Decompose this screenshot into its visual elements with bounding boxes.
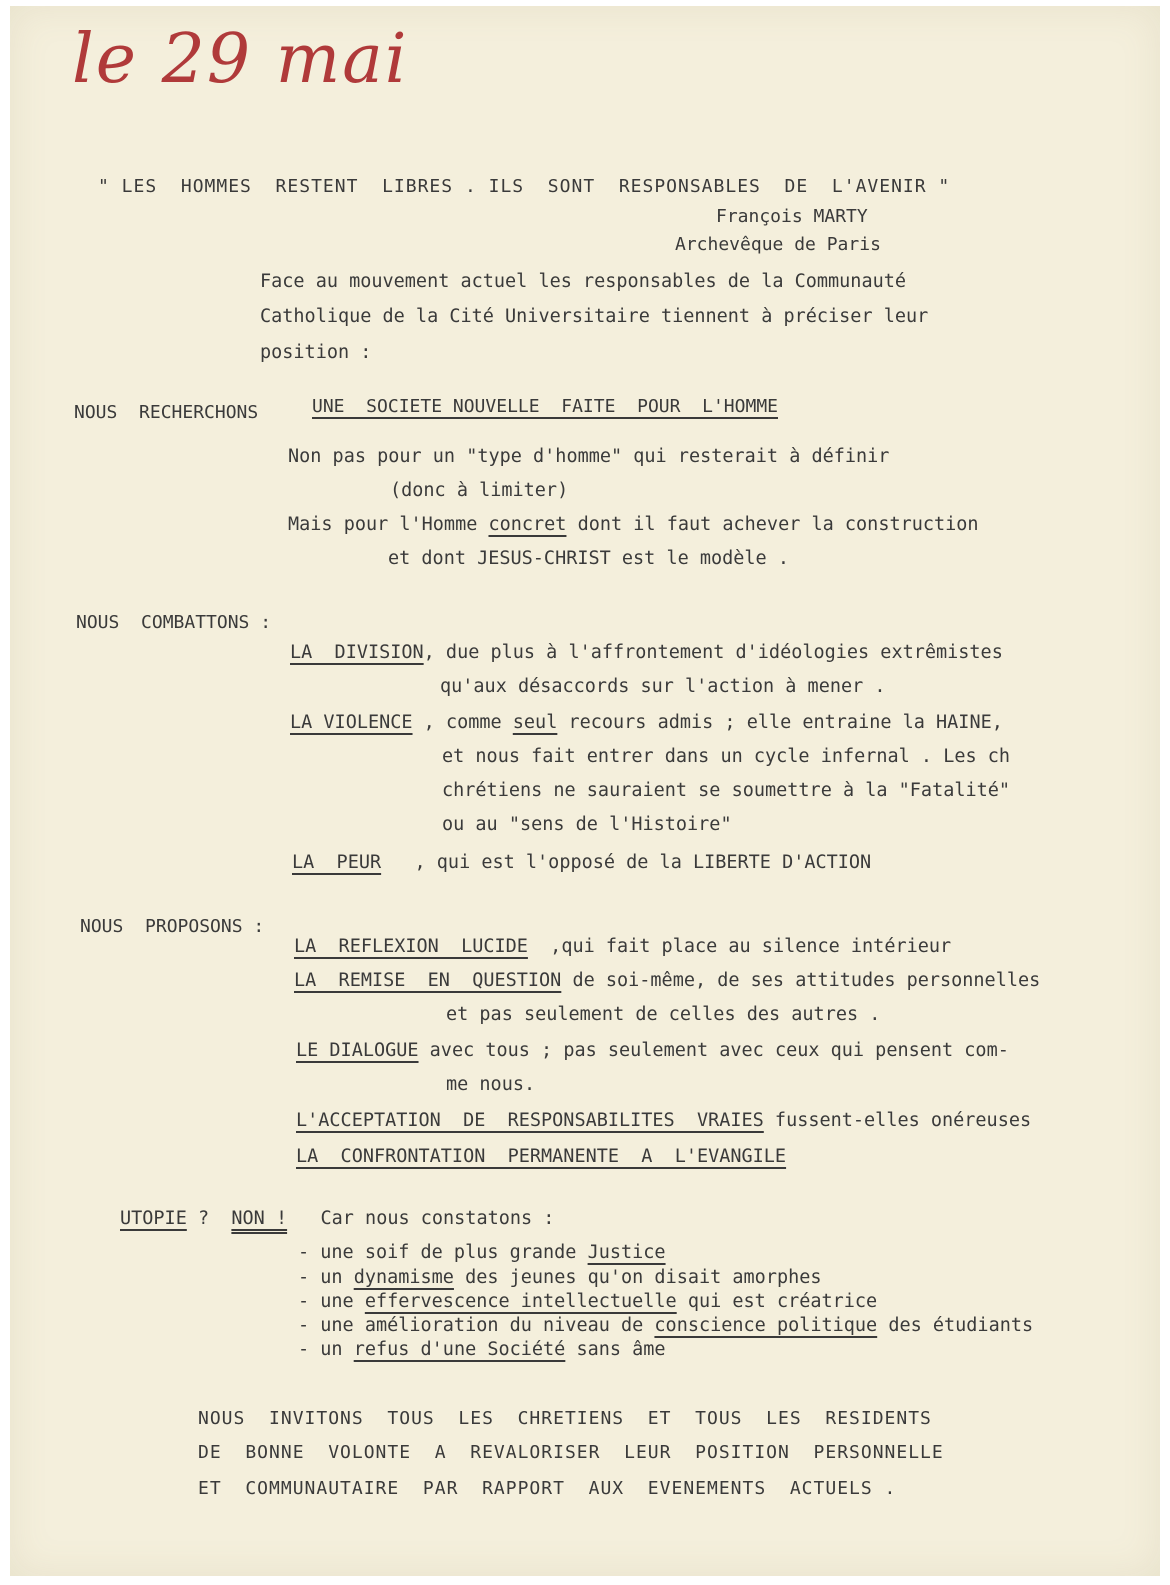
constat-item-3: - une effervescence intellectuelle qui est créatrice: [298, 1291, 878, 1312]
closing-line-2: DE BONNE VOLONTE A REVALORISER LEUR POSITION PERSONNELLE: [198, 1442, 944, 1463]
constat-item-1: - une soif de plus grande Justice: [298, 1242, 666, 1263]
peur-line: LA PEUR , qui est l'opposé de la LIBERTE D'ACTION: [292, 852, 872, 873]
section-proposons-heading: NOUS PROPOSONS :: [80, 916, 265, 937]
closing-line-3: ET COMMUNAUTAIRE PAR RAPPORT AUX EVENEMENTS ACTUELS .: [198, 1478, 897, 1499]
recherchons-line-2: (donc à limiter): [390, 480, 569, 501]
document-page: [10, 6, 1160, 1576]
violence-line-2: et nous fait entrer dans un cycle infernal . Les ch: [442, 746, 1011, 767]
epigraph-role: Archevêque de Paris: [675, 234, 881, 255]
epigraph-quote: " LES HOMMES RESTENT LIBRES . ILS SONT RESPONSABLES DE L'AVENIR ": [98, 176, 951, 197]
epigraph-author: François MARTY: [716, 206, 868, 227]
dialogue-line-1: LE DIALOGUE avec tous ; pas seulement avec ceux qui pensent com-: [296, 1040, 1009, 1061]
reflexion-line: LA REFLEXION LUCIDE ,qui fait place au silence intérieur: [294, 936, 952, 957]
intro-line-2: Catholique de la Cité Universitaire tiennent à préciser leur: [260, 306, 929, 327]
division-line-1: LA DIVISION, due plus à l'affrontement d'idéologies extrêmistes: [290, 642, 1003, 663]
recherchons-line-4: et dont JESUS-CHRIST est le modèle .: [388, 548, 789, 569]
intro-line-1: Face au mouvement actuel les responsables de la Communauté: [260, 271, 907, 292]
recherchons-line-1: Non pas pour un "type d'homme" qui resterait à définir: [288, 446, 890, 467]
utopie-line: UTOPIE ? NON ! Car nous constatons :: [120, 1208, 555, 1229]
remise-line-2: et pas seulement de celles des autres .: [446, 1004, 881, 1025]
confrontation-line: LA CONFRONTATION PERMANENTE A L'EVANGILE: [296, 1146, 787, 1167]
violence-line-4: ou au "sens de l'Histoire": [442, 814, 732, 835]
section-recherchons-title: UNE SOCIETE NOUVELLE FAITE POUR L'HOMME: [312, 396, 778, 417]
violence-line-3: chrétiens ne sauraient se soumettre à la "Fatalité": [442, 780, 1011, 801]
intro-line-3: position :: [260, 342, 372, 363]
section-recherchons-heading: NOUS RECHERCHONS: [74, 402, 259, 423]
remise-line-1: LA REMISE EN QUESTION de soi-même, de ses attitudes personnelles: [294, 970, 1041, 991]
acceptation-line: L'ACCEPTATION DE RESPONSABILITES VRAIES fussent-elles onéreuses: [296, 1110, 1032, 1131]
handwritten-date: le 29 mai: [72, 20, 409, 99]
constat-item-2: - un dynamisme des jeunes qu'on disait amorphes: [298, 1267, 822, 1288]
constat-item-4: - une amélioration du niveau de conscience politique des étudiants: [298, 1315, 1034, 1336]
closing-line-1: NOUS INVITONS TOUS LES CHRETIENS ET TOUS LES RESIDENTS: [198, 1408, 932, 1429]
constat-item-5: - un refus d'une Société sans âme: [298, 1339, 666, 1360]
dialogue-line-2: me nous.: [446, 1074, 536, 1095]
division-line-2: qu'aux désaccords sur l'action à mener .: [440, 676, 886, 697]
violence-line-1: LA VIOLENCE , comme seul recours admis ; elle entraine la HAINE,: [290, 712, 1003, 733]
recherchons-line-3: Mais pour l'Homme concret dont il faut achever la construction: [288, 514, 979, 535]
section-combattons-heading: NOUS COMBATTONS :: [76, 612, 272, 633]
